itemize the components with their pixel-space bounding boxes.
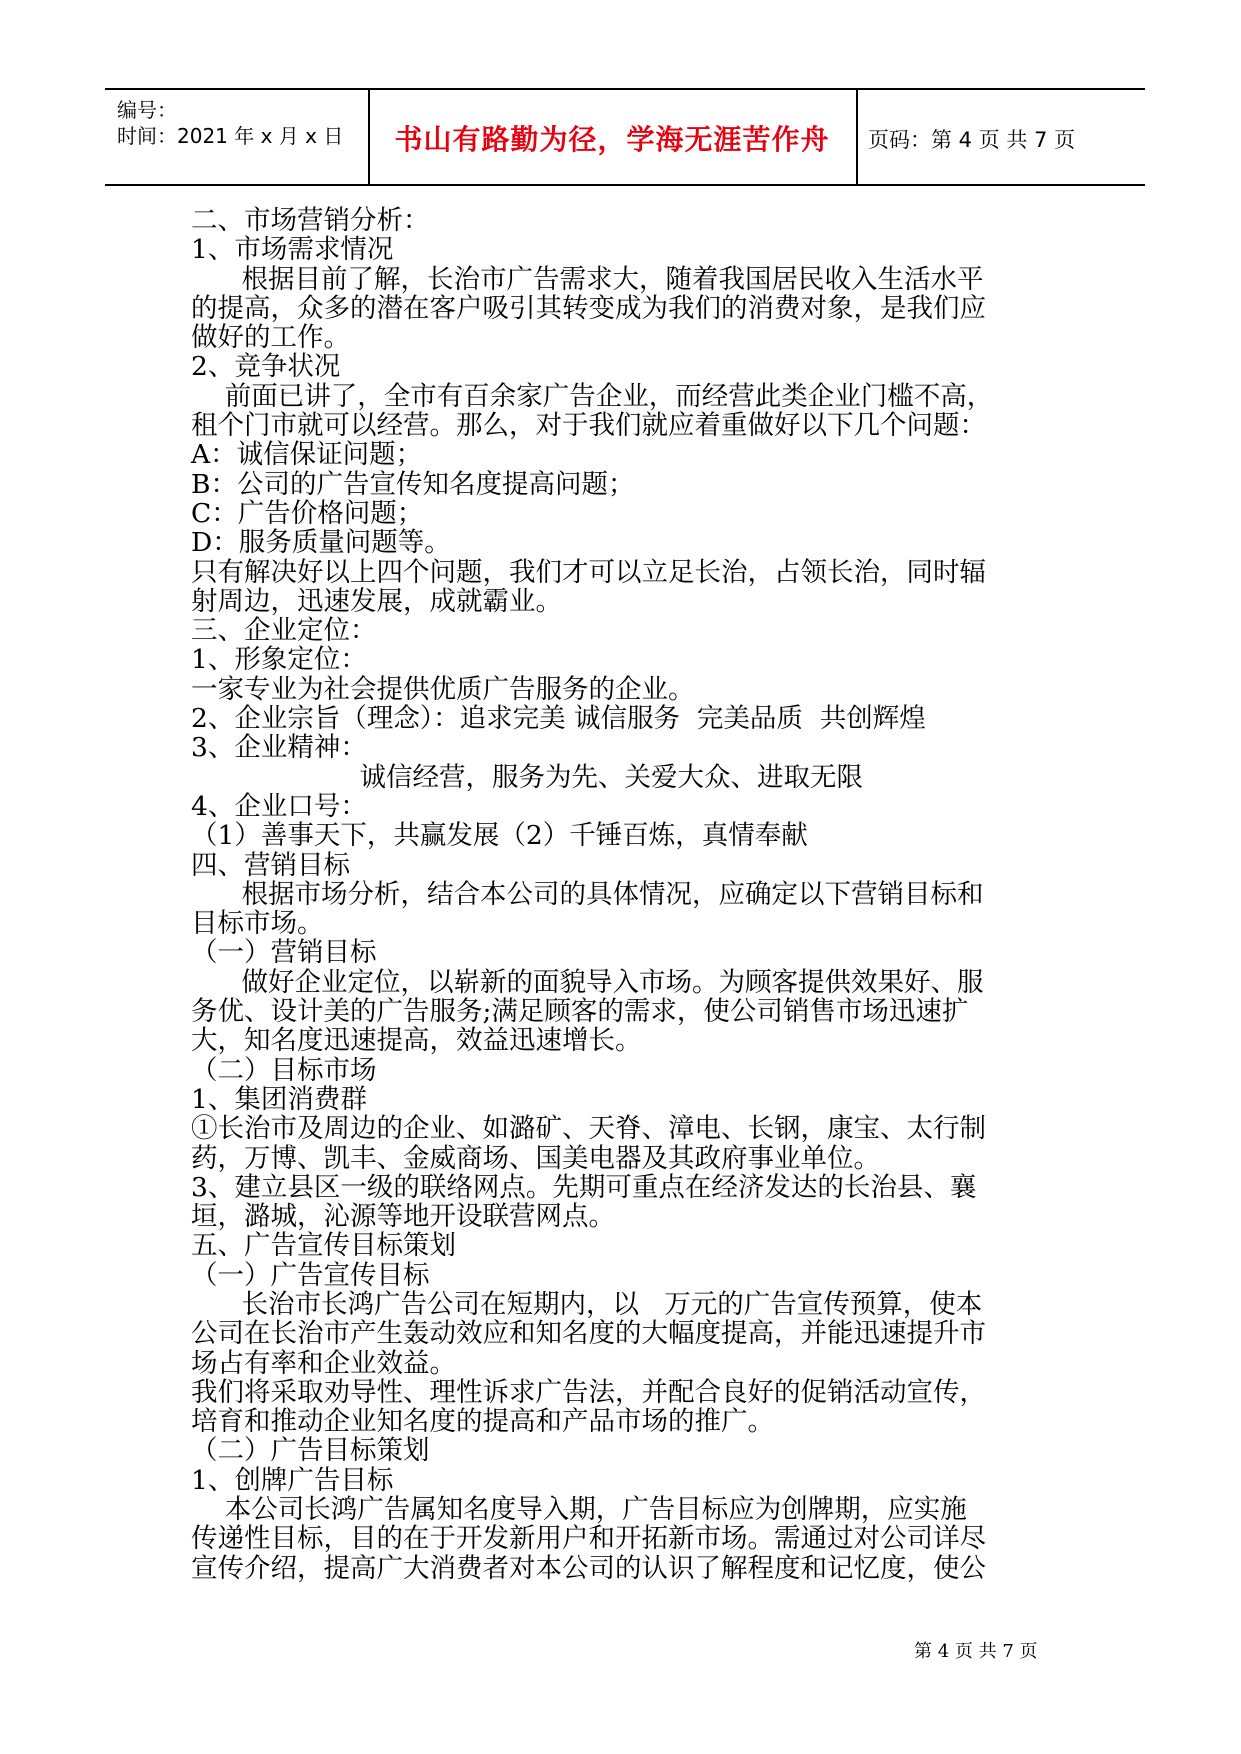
body-line: C：广告价格问题； [191,497,424,529]
body-line: 1、集团消费群 [191,1083,367,1115]
document-body [191,206,1061,1583]
body-line: （一）广告宣传目标 [191,1259,430,1291]
body-line: 3、建立县区一级的联络网点。先期可重点在经济发达的长治县、襄 [191,1171,977,1203]
body-line: （一）营销目标 [191,937,377,969]
body-line: 本公司长鸿广告属知名度导入期，广告目标应为创牌期，应实施 [191,1494,967,1526]
body-line: 1、市场需求情况 [191,234,394,266]
body-line: （二）广告目标策划 [191,1435,430,1467]
page-header [105,88,1145,186]
header-page-cell [856,90,1145,184]
body-line: 大，知名度迅速提高，效益迅速增长。 [191,1025,642,1057]
header-motto-cell [368,90,858,184]
body-line: 前面已讲了，全市有百余家广告企业，而经营此类企业门槛不高， [191,380,994,412]
body-line: 培育和推动企业知名度的提高和产品市场的推广。 [191,1406,774,1438]
body-line: 诚信经营，服务为先、关爱大众、进取无限 [191,761,863,793]
body-line: A：诚信保证问题； [191,439,423,471]
body-line: （二）目标市场 [191,1054,377,1086]
body-line: 租个门市就可以经营。那么，对于我们就应着重做好以下几个问题： [191,410,986,442]
header-meta-cell [105,90,370,184]
body-line: 做好企业定位，以崭新的面貌导入市场。为顾客提供效果好、服 [191,966,984,998]
body-line: 场占有率和企业效益。 [191,1347,456,1379]
body-line: 1、形象定位： [191,644,367,676]
body-line: 五、广告宣传目标策划 [191,1230,456,1262]
body-line: 务优、设计美的广告服务;满足顾客的需求，使公司销售市场迅速扩 [191,996,969,1028]
body-line: 一家专业为社会提供优质广告服务的企业。 [191,673,695,705]
body-line: 公司在长治市产生轰动效应和知名度的大幅度提高，并能迅速提升市 [191,1318,986,1350]
body-line: 射周边，迅速发展，成就霸业。 [191,585,562,617]
body-line: 根据市场分析，结合本公司的具体情况，应确定以下营销目标和 [191,878,984,910]
body-line: 目标市场。 [191,908,324,940]
body-line: 四、营销目标 [191,849,350,881]
body-line: 药，万博、凯丰、金威商场、国美电器及其政府事业单位。 [191,1142,880,1174]
header-page-code: 页码：第 4 页 共 7 页 [868,128,1076,152]
body-line: D：服务质量问题等。 [191,527,451,559]
body-line: 1、创牌广告目标 [191,1464,394,1496]
body-line: 根据目前了解，长治市广告需求大，随着我国居民收入生活水平 [191,263,984,295]
body-line: 2、企业宗旨（理念）：追求完美 诚信服务 完美品质 共创辉煌 [191,703,926,735]
page-footer: 第 4 页 共 7 页 [914,1641,1038,1662]
body-line: 垣，潞城，沁源等地开设联营网点。 [191,1201,615,1233]
document-time-label: 时间：2021 年 x 月 x 日 [117,124,344,148]
body-line: 的提高，众多的潜在客户吸引其转变成为我们的消费对象，是我们应 [191,292,986,324]
header-motto: 书山有路勤为径，学海无涯苦作舟 [394,123,830,156]
body-line: 4、企业口号： [191,790,367,822]
body-line: 我们将采取劝导性、理性诉求广告法，并配合良好的促销活动宣传， [191,1376,986,1408]
body-line: B：公司的广告宣传知名度提高问题； [191,468,635,500]
body-line: 3、企业精神： [191,732,367,764]
body-line: 传递性目标，目的在于开发新用户和开拓新市场。需通过对公司详尽 [191,1523,986,1555]
document-number-label: 编号： [117,98,177,122]
body-line: 二、市场营销分析： [191,205,430,236]
body-line: 2、竞争状况 [191,351,341,383]
body-line: 三、企业定位： [191,615,377,647]
body-line: 长治市长鸿广告公司在短期内，以 万元的广告宣传预算，使本 [191,1288,983,1320]
body-line: ①长治市及周边的企业、如潞矿、天脊、漳电、长钢，康宝、太行制 [191,1113,986,1145]
body-line: 宣传介绍，提高广大消费者对本公司的认识了解程度和记忆度，使公 [191,1552,986,1584]
body-line: 只有解决好以上四个问题，我们才可以立足长治，占领长治，同时辐 [191,556,986,588]
body-line: 做好的工作。 [191,322,350,354]
body-line: （1）善事天下，共赢发展（2）千锤百炼，真情奉献 [191,820,808,852]
